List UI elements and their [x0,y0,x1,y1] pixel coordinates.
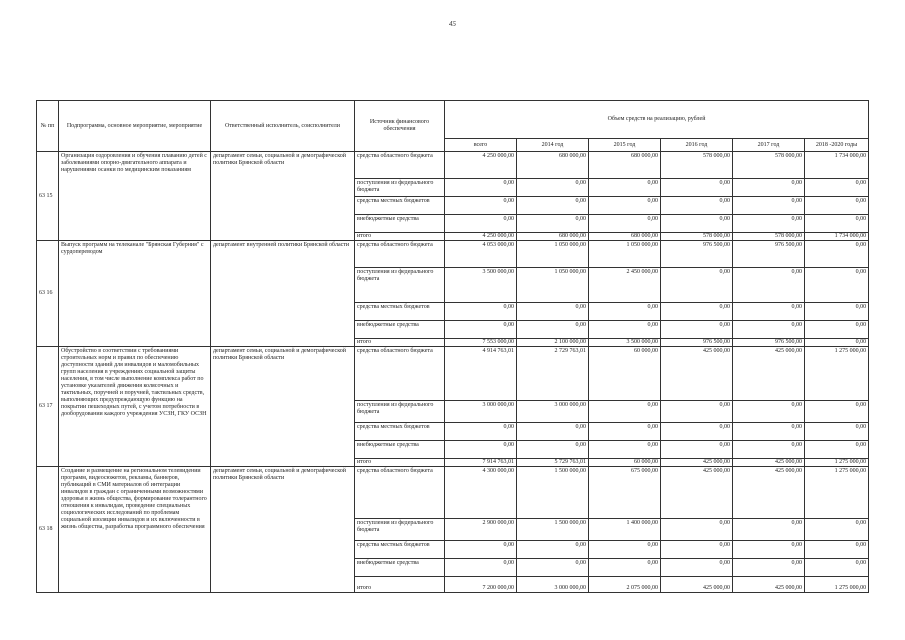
amount-cell: 2 450 000,00 [589,268,661,303]
amount-cell: 0,00 [445,559,517,577]
amount-cell: 0,00 [733,321,805,339]
header-executor: Ответственный исполнитель, соисполнители [211,101,355,152]
amount-cell: 4 300 000,00 [445,467,517,519]
amount-cell: 0,00 [661,559,733,577]
item-executor: департамент семьи, социальной и демографической политики Брянской области [211,347,355,467]
amount-cell: 0,00 [589,423,661,441]
amount-cell: 0,00 [589,197,661,215]
amount-cell: 0,00 [805,215,869,233]
funding-source: средства областного бюджета [355,152,445,179]
amount-cell: 0,00 [805,197,869,215]
amount-cell: 0,00 [661,268,733,303]
amount-cell: 425 000,00 [661,467,733,519]
item-executor: департамент семьи, социальной и демографической политики Брянской области [211,152,355,241]
item-code: 63 18 [37,467,59,593]
header-year: 2016 год [661,139,733,152]
amount-cell: 0,00 [733,541,805,559]
amount-cell: 1 275 000,00 [805,347,869,401]
amount-cell: 2 075 000,00 [589,577,661,593]
funding-source: поступления из федерального бюджета [355,401,445,423]
amount-cell: 680 000,00 [517,152,589,179]
item-name: Выпуск программ на телеканале "Брянская Губерния" с сурдопереводом [59,241,211,347]
amount-cell: 0,00 [805,519,869,541]
item-code: 63 15 [37,152,59,241]
header-volume: Объем средств на реализацию, рублей [445,101,869,139]
amount-cell: 425 000,00 [733,459,805,467]
amount-cell: 0,00 [661,519,733,541]
header-year: 2014 год [517,139,589,152]
amount-cell: 0,00 [805,339,869,347]
item-name: Организация оздоровления и обучения плаванию детей с заболеваниями опорно-двигательного аппарата и нарушениями осанки по медицинским показаниям [59,152,211,241]
amount-cell: 0,00 [733,268,805,303]
funding-source: средства областного бюджета [355,347,445,401]
amount-cell: 7 200 000,00 [445,577,517,593]
funding-source: средства областного бюджета [355,467,445,519]
funding-source: поступления из федерального бюджета [355,519,445,541]
amount-cell: 0,00 [733,303,805,321]
funding-source: средства местных бюджетов [355,303,445,321]
amount-cell: 1 400 000,00 [589,519,661,541]
amount-cell: 0,00 [733,401,805,423]
amount-cell: 0,00 [517,541,589,559]
amount-cell: 0,00 [517,321,589,339]
amount-cell: 0,00 [805,423,869,441]
amount-cell: 0,00 [805,268,869,303]
amount-cell: 0,00 [733,423,805,441]
amount-cell: 1 734 000,00 [805,152,869,179]
amount-cell: 3 500 000,00 [589,339,661,347]
funding-source: итого [355,577,445,593]
amount-cell: 0,00 [589,321,661,339]
amount-cell: 976 500,00 [733,241,805,268]
amount-cell: 0,00 [589,215,661,233]
amount-cell: 3 500 000,00 [445,268,517,303]
amount-cell: 3 000 000,00 [517,401,589,423]
budget-table [36,100,869,593]
amount-cell: 0,00 [805,303,869,321]
amount-cell: 680 000,00 [589,152,661,179]
amount-cell: 0,00 [589,541,661,559]
amount-cell: 578 000,00 [661,152,733,179]
header-num: № пп [37,101,59,152]
amount-cell: 976 500,00 [661,339,733,347]
item-executor: департамент внутренней политики Брянской области [211,241,355,347]
amount-cell: 0,00 [517,303,589,321]
page-number: 45 [449,20,456,28]
funding-source: внебюджетные средства [355,215,445,233]
header-year: 2015 год [589,139,661,152]
amount-cell: 0,00 [589,441,661,459]
amount-cell: 0,00 [517,559,589,577]
amount-cell: 0,00 [661,197,733,215]
amount-cell: 1 050 000,00 [517,241,589,268]
amount-cell: 578 000,00 [733,152,805,179]
amount-cell: 4 250 000,00 [445,152,517,179]
header-subprogram: Подпрограмма, основное мероприятие, мероприятие [59,101,211,152]
amount-cell: 425 000,00 [661,459,733,467]
amount-cell: 0,00 [445,197,517,215]
amount-cell: 4 250 000,00 [445,233,517,241]
amount-cell: 1 500 000,00 [517,467,589,519]
amount-cell: 60 000,00 [589,347,661,401]
amount-cell: 680 000,00 [589,233,661,241]
amount-cell: 0,00 [805,241,869,268]
amount-cell: 0,00 [661,441,733,459]
amount-cell: 0,00 [517,179,589,197]
amount-cell: 0,00 [445,179,517,197]
amount-cell: 0,00 [589,303,661,321]
amount-cell: 578 000,00 [661,233,733,241]
amount-cell: 425 000,00 [661,347,733,401]
amount-cell: 1 275 000,00 [805,577,869,593]
amount-cell: 1 734 000,00 [805,233,869,241]
item-name: Обустройство в соответствии с требованиями строительных норм и правил по обеспечению доступности зданий для инвалидов и маломобильных групп населения в учреждениях социальной защиты населения, в том числе выполнение комплекса работ по установке указателей движения колясочных и тактильных, поручней и поручней, тактильных средств, выполняющих предупреждающую функцию на покрытии пешеходных путей, с учетом потребности в дооборудовании каждого учреждения УСЗН, ГКУ ОСЗН [59,347,211,467]
funding-source: средства местных бюджетов [355,423,445,441]
amount-cell: 3 000 000,00 [445,401,517,423]
amount-cell: 7 553 000,00 [445,339,517,347]
item-code: 63 17 [37,347,59,467]
amount-cell: 1 050 000,00 [517,268,589,303]
funding-source: итого [355,459,445,467]
amount-cell: 4 914 763,01 [445,347,517,401]
amount-cell: 0,00 [661,423,733,441]
amount-cell: 4 053 000,00 [445,241,517,268]
amount-cell: 2 729 763,01 [517,347,589,401]
amount-cell: 0,00 [517,215,589,233]
amount-cell: 60 000,00 [589,459,661,467]
amount-cell: 0,00 [661,321,733,339]
amount-cell: 0,00 [445,441,517,459]
amount-cell: 0,00 [445,215,517,233]
amount-cell: 0,00 [589,401,661,423]
funding-source: внебюджетные средства [355,321,445,339]
amount-cell: 578 000,00 [733,233,805,241]
funding-source: внебюджетные средства [355,441,445,459]
amount-cell: 2 900 000,00 [445,519,517,541]
amount-cell: 1 275 000,00 [805,467,869,519]
amount-cell: 1 500 000,00 [517,519,589,541]
item-executor: департамент семьи, социальной и демографической политики Брянской области [211,467,355,593]
amount-cell: 0,00 [805,321,869,339]
amount-cell: 0,00 [589,179,661,197]
table-row [37,152,869,179]
amount-cell: 0,00 [733,519,805,541]
amount-cell: 0,00 [805,179,869,197]
amount-cell: 0,00 [805,401,869,423]
funding-source: поступления из федерального бюджета [355,179,445,197]
header-year: 2018 -2020 годы [805,139,869,152]
amount-cell: 0,00 [733,441,805,459]
amount-cell: 425 000,00 [733,577,805,593]
table-row [37,467,869,519]
amount-cell: 1 050 000,00 [589,241,661,268]
amount-cell: 0,00 [805,541,869,559]
amount-cell: 0,00 [805,441,869,459]
amount-cell: 0,00 [517,197,589,215]
amount-cell: 425 000,00 [733,467,805,519]
header-source: Источник финансового обеспечения [355,101,445,152]
amount-cell: 0,00 [733,197,805,215]
header-year: всего [445,139,517,152]
funding-source: средства областного бюджета [355,241,445,268]
amount-cell: 0,00 [661,303,733,321]
amount-cell: 0,00 [661,179,733,197]
amount-cell: 1 275 000,00 [805,459,869,467]
funding-source: итого [355,339,445,347]
amount-cell: 680 000,00 [517,233,589,241]
amount-cell: 425 000,00 [733,347,805,401]
item-code: 63 16 [37,241,59,347]
funding-source: средства местных бюджетов [355,541,445,559]
funding-source: итого [355,233,445,241]
item-name: Создание и размещение на региональном телевидении программ, видеосюжетов, рекламы, баннеров, публикаций в СМИ материалов об интеграции инвалидов в граждан с ограниченными возможностями здоровья в жизнь общества, формирование толерантного отношения к инвалидам, проведение специальных социологических исследований по проблемам социальной изоляции инвалидов и их включенности в жизнь общества, разработка программного обеспечения [59,467,211,593]
amount-cell: 0,00 [445,541,517,559]
amount-cell: 0,00 [517,423,589,441]
funding-source: средства местных бюджетов [355,197,445,215]
amount-cell: 675 000,00 [589,467,661,519]
amount-cell: 7 914 763,01 [445,459,517,467]
header-year: 2017 год [733,139,805,152]
table-row [37,347,869,401]
amount-cell: 0,00 [733,559,805,577]
amount-cell: 0,00 [517,441,589,459]
amount-cell: 976 500,00 [661,241,733,268]
amount-cell: 0,00 [661,215,733,233]
amount-cell: 2 100 000,00 [517,339,589,347]
funding-source: внебюджетные средства [355,559,445,577]
table-row [37,241,869,268]
amount-cell: 5 729 763,01 [517,459,589,467]
amount-cell: 0,00 [661,541,733,559]
amount-cell: 976 500,00 [733,339,805,347]
amount-cell: 0,00 [805,559,869,577]
amount-cell: 0,00 [733,179,805,197]
amount-cell: 0,00 [445,321,517,339]
amount-cell: 0,00 [445,423,517,441]
amount-cell: 425 000,00 [661,577,733,593]
amount-cell: 0,00 [445,303,517,321]
funding-source: поступления из федерального бюджета [355,268,445,303]
amount-cell: 0,00 [733,215,805,233]
amount-cell: 0,00 [589,559,661,577]
amount-cell: 0,00 [661,401,733,423]
amount-cell: 3 000 000,00 [517,577,589,593]
